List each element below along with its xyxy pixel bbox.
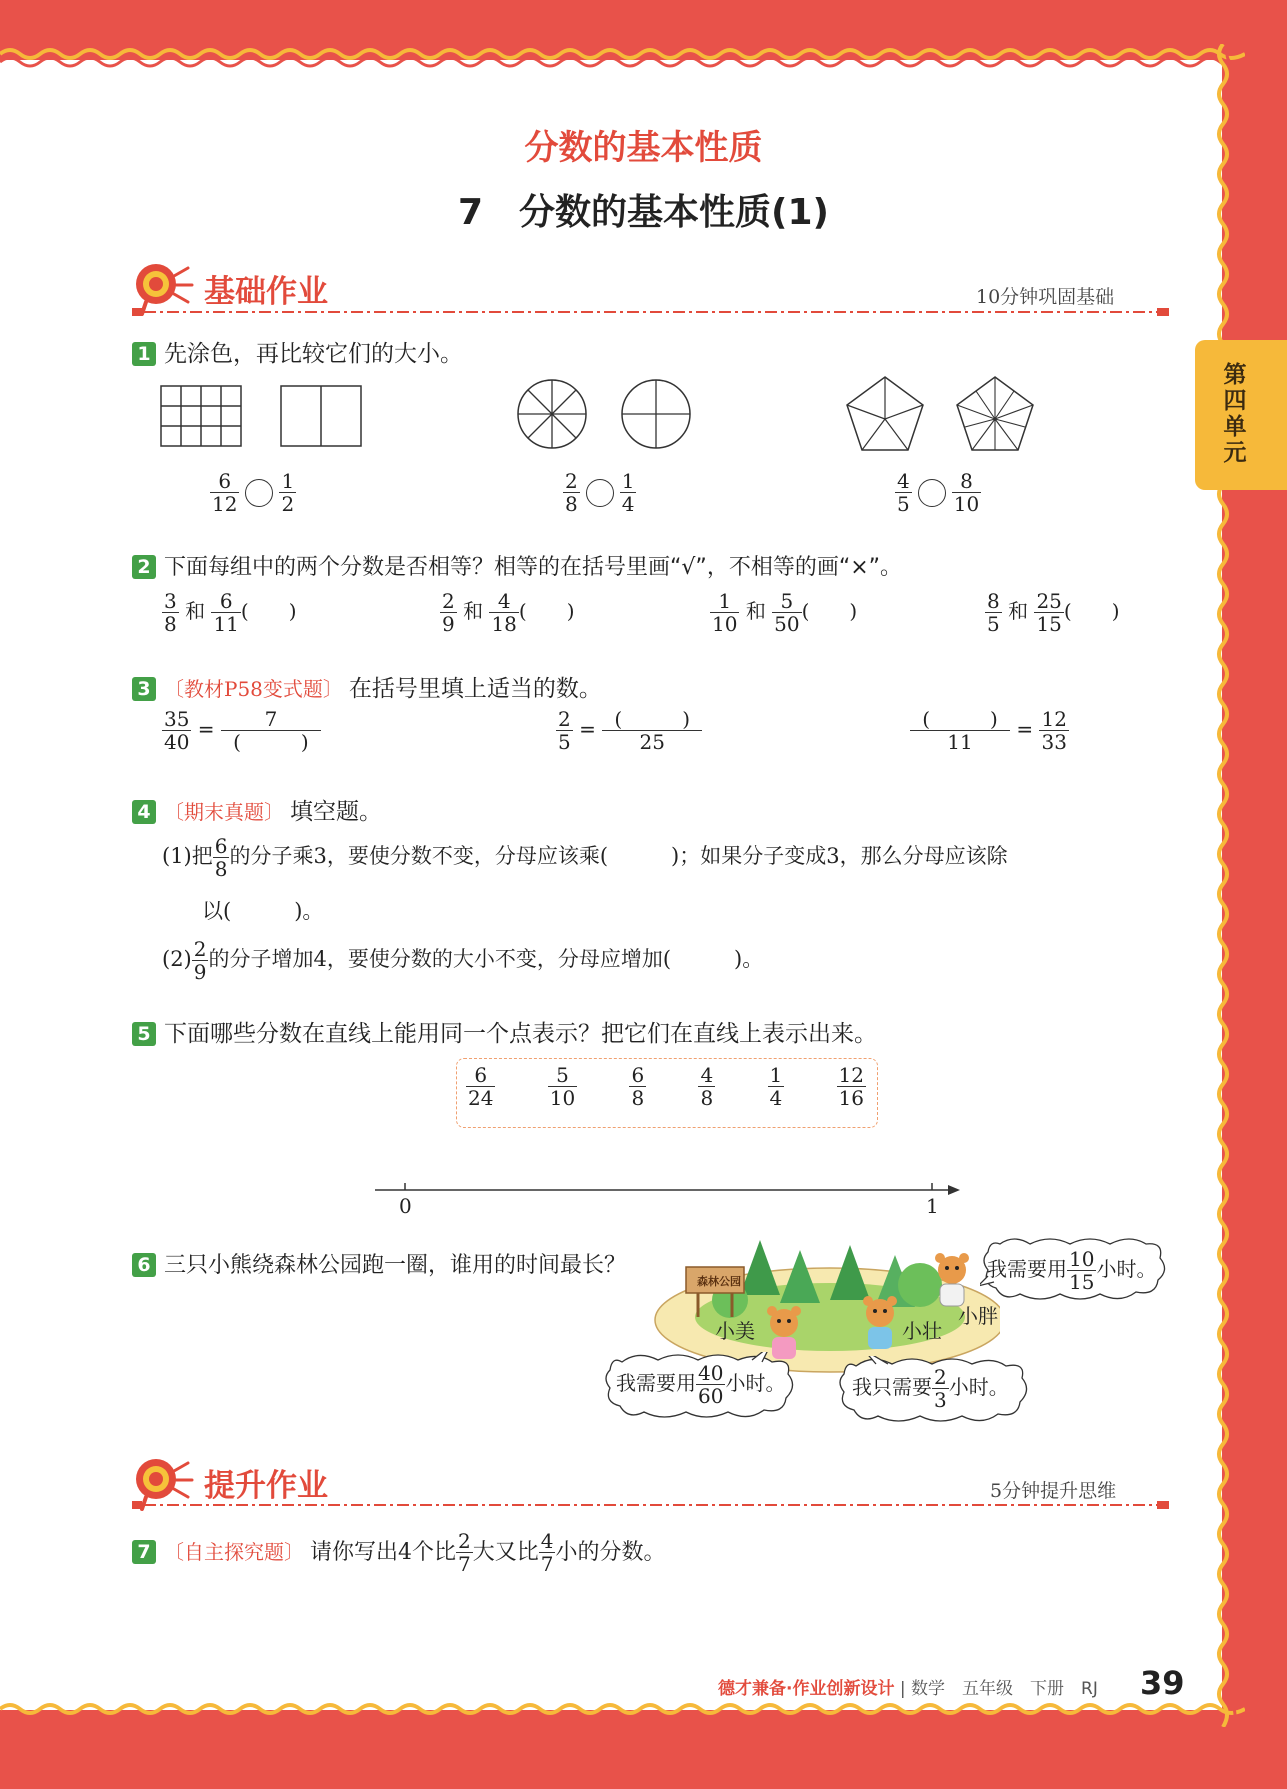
answer-blank[interactable]: ( ) <box>240 599 297 623</box>
fraction-item: $\frac{12}{16}$ <box>838 1063 864 1110</box>
q4-tag: 〔期末真题〕 <box>164 800 284 824</box>
q3-tag: 〔教材P58变式题〕 <box>164 677 343 701</box>
q4-part-1-cont: 以( )。 <box>202 899 324 923</box>
q1-number: 1 <box>132 342 156 366</box>
wavy-border-right <box>1205 44 1245 1727</box>
fraction-item: $\frac{5}{10}$ <box>549 1063 576 1110</box>
pentagon-tenths-shape[interactable] <box>955 375 1035 453</box>
q3-number: 3 <box>132 677 156 701</box>
section-divider <box>132 1498 1172 1512</box>
number-line[interactable] <box>375 1180 960 1200</box>
section-advanced-title: 提升作业 <box>204 1468 328 1504</box>
compare-circle[interactable] <box>586 479 614 507</box>
q5-number: 5 <box>132 1022 156 1046</box>
bear-name-xiaomei: 小美 <box>715 1319 755 1343</box>
section-advanced-subtitle: 5分钟提升思维 <box>990 1480 1117 1502</box>
page-number: 39 <box>1140 1664 1185 1702</box>
fraction-item: $\frac{6}{24}$ <box>468 1063 494 1110</box>
q3-line <box>132 670 602 703</box>
fraction-item: $\frac{6}{8}$ <box>631 1063 645 1110</box>
answer-blank[interactable]: ( ) <box>518 599 575 623</box>
q5-line <box>132 1015 877 1048</box>
q2-item-1: $\frac{3}{8}$ 和 $\frac{6}{11}$ ( ) <box>164 589 297 636</box>
half-rect-shape[interactable] <box>280 385 362 447</box>
chapter-title: 分数的基本性质 <box>524 128 763 168</box>
bear-xiaozhuang-icon <box>858 1295 902 1353</box>
unit-tab <box>1195 340 1287 490</box>
wavy-border-top <box>0 44 1245 74</box>
q2-line <box>132 550 902 581</box>
circle-quarters-shape[interactable] <box>620 378 692 450</box>
fraction-item: $\frac{4}{8}$ <box>700 1063 714 1110</box>
q4-text: 填空题。 <box>290 799 382 825</box>
q2-item-4: $\frac{8}{5}$ 和 $\frac{25}{15}$ ( ) <box>987 589 1120 636</box>
compare-circle[interactable] <box>918 479 946 507</box>
bear-name-xiaopang: 小胖 <box>958 1304 998 1328</box>
section-divider <box>132 305 1172 319</box>
wavy-border-bottom <box>0 1697 1245 1727</box>
q4-part-2: (2) $\frac{2}{9}$ 的分子增加4，要使分数的大小不变，分母应增加( )。 <box>162 937 764 984</box>
lesson-title: 7 分数的基本性质(1) <box>457 192 829 233</box>
footer-book-info: 数学 五年级 下册 RJ <box>911 1679 1098 1699</box>
answer-blank[interactable]: ( ) <box>910 708 1010 731</box>
q5-text: 下面哪些分数在直线上能用同一个点表示？把它们在直线上表示出来。 <box>164 1021 877 1047</box>
q7-number: 7 <box>132 1540 156 1564</box>
q7-tag: 〔自主探究题〕 <box>164 1540 304 1564</box>
park-sign: 森林公园 <box>697 1275 741 1288</box>
q3-eq-3: $\frac{( )}{11}$ = $\frac{12}{33}$ <box>910 708 1069 753</box>
grid-12-shape[interactable] <box>160 385 242 447</box>
pentagon-fifths-shape[interactable] <box>845 375 925 453</box>
answer-blank[interactable]: ( ) <box>1063 599 1120 623</box>
answer-blank[interactable]: ( ) <box>801 599 858 623</box>
q6-line <box>132 1248 626 1279</box>
q3-eq-1: $\frac{35}{40}$ = $\frac{7}{( )}$ <box>162 708 321 753</box>
compare-circle[interactable] <box>245 479 273 507</box>
section-basic-subtitle: 10分钟巩固基础 <box>976 286 1115 308</box>
footer-brand: 德才兼备·作业创新设计 <box>718 1679 895 1699</box>
bear-name-xiaozhuang: 小壮 <box>902 1319 942 1343</box>
q2-number: 2 <box>132 555 156 579</box>
q3-text: 在括号里填上适当的数。 <box>348 676 602 702</box>
q4-number: 4 <box>132 800 156 824</box>
section-basic-title: 基础作业 <box>204 274 328 310</box>
q6-number: 6 <box>132 1253 156 1277</box>
q7-line: 7 〔自主探究题〕 请你写出4个比 $\frac{2}{7}$ 大又比 $\frac{4}{7}$ 小的分数。 <box>132 1530 666 1575</box>
q1-compare-1: $\frac{6}{12}$ $\frac{1}{2}$ <box>212 469 295 516</box>
q2-item-3: $\frac{1}{10}$ 和 $\frac{5}{50}$ ( ) <box>712 589 858 636</box>
q3-eq-2: $\frac{2}{5}$ = $\frac{( )}{25}$ <box>556 708 702 753</box>
q1-compare-2: $\frac{2}{8}$ $\frac{1}{4}$ <box>565 469 635 516</box>
fraction-item: $\frac{1}{4}$ <box>769 1063 783 1110</box>
q1-line <box>132 335 463 368</box>
q2-item-2: $\frac{2}{9}$ 和 $\frac{4}{18}$ ( ) <box>442 589 575 636</box>
footer: 德才兼备·作业创新设计 | 数学 五年级 下册 RJ <box>718 1679 1098 1699</box>
q6-text: 三只小熊绕森林公园跑一圈，谁用的时间最长？ <box>164 1253 627 1278</box>
answer-blank[interactable]: ( ) <box>233 730 309 754</box>
bubble-zhuang-text: 我只需要 $\frac{2}{3}$ 小时。 <box>852 1365 1009 1412</box>
q4-line <box>132 793 382 826</box>
unit-tab-label: 第四单元 <box>1223 362 1247 466</box>
q1-compare-3: $\frac{4}{5}$ $\frac{8}{10}$ <box>897 469 980 516</box>
q4-part-1: (1)把 $\frac{6}{8}$ 的分子乘3，要使分数不变，分母应该乘( )；如果分子变成3，那么分母应该除 <box>162 834 1008 881</box>
fraction-list <box>466 1064 866 1109</box>
bubble-pang-text: 我需要用 $\frac{10}{15}$ 小时。 <box>987 1247 1157 1294</box>
q2-text: 下面每组中的两个分数是否相等？相等的在括号里画“√”，不相等的画“×”。 <box>164 555 903 580</box>
q1-text: 先涂色，再比较它们的大小。 <box>164 341 463 367</box>
circle-eighths-shape[interactable] <box>516 378 588 450</box>
axis-end-label: 1 <box>926 1194 939 1218</box>
bubble-mei-text: 我需要用 $\frac{40}{60}$ 小时。 <box>616 1361 786 1408</box>
answer-blank[interactable]: ( ) <box>602 708 702 731</box>
axis-start-label: 0 <box>399 1194 412 1218</box>
